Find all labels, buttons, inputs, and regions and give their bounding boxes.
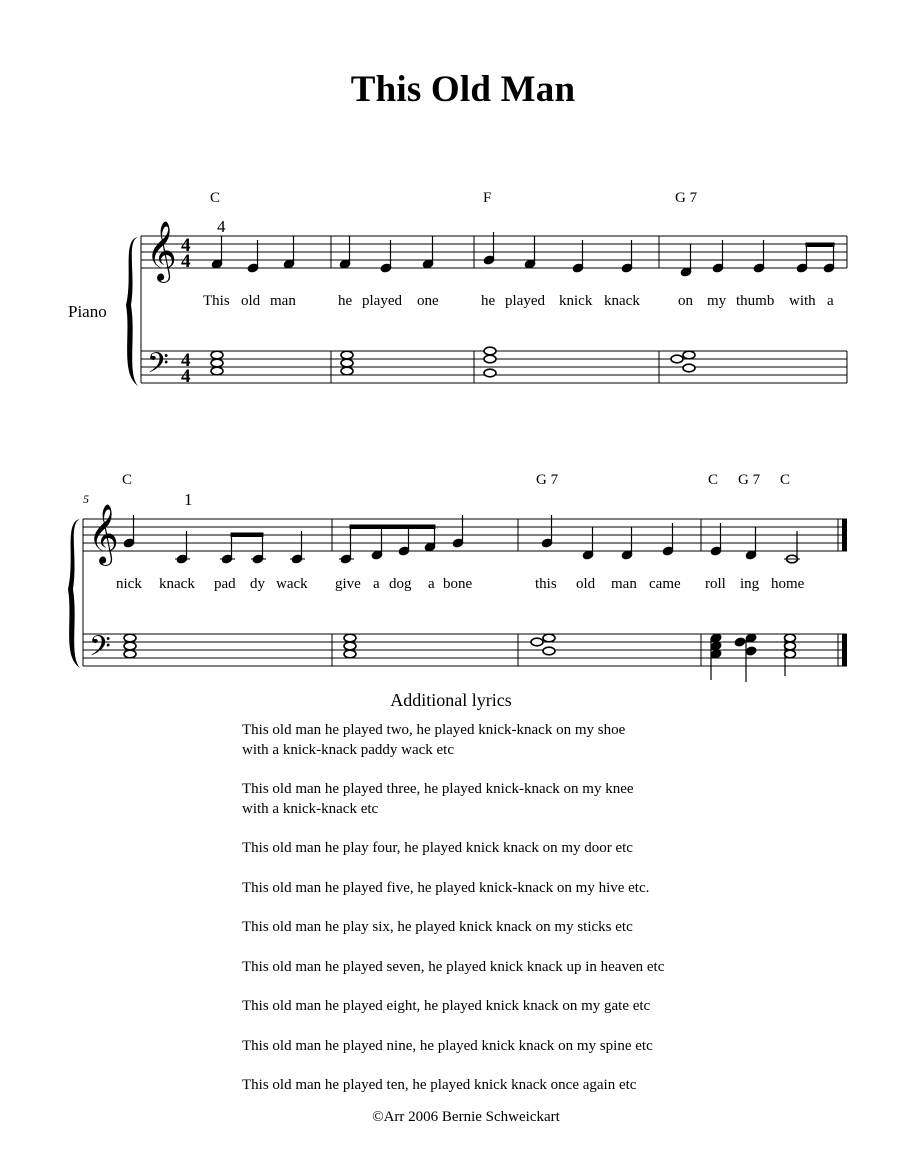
svg-text:nick: nick	[116, 576, 142, 592]
chord-symbol: F	[483, 190, 492, 206]
bass-chords-system-1	[211, 347, 695, 377]
svg-text:ing: ing	[740, 576, 760, 592]
svg-text:dy: dy	[250, 576, 265, 592]
verse-6	[242, 918, 862, 938]
verse-10	[242, 1076, 862, 1096]
final-barline	[842, 519, 847, 551]
verse-line: This old man he play four, he played knick knack on my door etc	[242, 840, 633, 856]
svg-text:roll: roll	[705, 576, 726, 592]
system-2	[68, 472, 847, 682]
svg-text:knack: knack	[159, 576, 195, 592]
verse-line: This old man he played three, he played knick-knack on my knee	[242, 781, 634, 797]
bass-staff-2	[83, 634, 847, 666]
chord-symbol: C	[122, 472, 133, 488]
svg-text:he: he	[481, 293, 496, 309]
copyright-notice: ©Arr 2006 Bernie Schweickart	[372, 1109, 560, 1125]
svg-text:knick: knick	[559, 293, 593, 309]
verse-3	[242, 780, 862, 819]
grand-staff-brace	[68, 519, 80, 668]
lyrics-system-2	[116, 576, 805, 592]
svg-text:came: came	[649, 576, 681, 592]
chord-symbol: G 7	[738, 472, 761, 488]
chord-symbol: C	[780, 472, 791, 488]
bass-half-chord	[785, 634, 796, 676]
fingering-number: 4	[217, 217, 226, 236]
svg-text:a: a	[827, 293, 834, 309]
verse-2	[242, 721, 862, 760]
verse-8	[242, 997, 862, 1017]
treble-clef-icon: 𝄞	[146, 223, 177, 280]
svg-text:thumb: thumb	[736, 293, 775, 309]
treble-notes-system-2	[123, 515, 757, 564]
svg-text:4: 4	[181, 366, 191, 387]
song-title: This Old Man	[350, 69, 576, 110]
verse-line: This old man he played nine, he played knick knack on my spine etc	[242, 1037, 653, 1054]
svg-text:wack: wack	[276, 576, 308, 592]
svg-text:old: old	[241, 293, 261, 309]
verse-line: This old man he played seven, he played knick knack up in heaven etc	[242, 958, 665, 975]
svg-text:man: man	[611, 576, 637, 592]
bass-quarter-chords	[710, 633, 757, 682]
svg-text:4: 4	[181, 251, 191, 272]
svg-text:my: my	[707, 293, 727, 309]
svg-text:a: a	[428, 576, 435, 592]
bass-chords-system-2	[124, 634, 555, 658]
svg-text:man: man	[270, 293, 296, 309]
svg-text:he: he	[338, 293, 353, 309]
chord-symbol: G 7	[536, 472, 559, 488]
verse-line: This old man he played ten, he played knick knack once again etc	[242, 1077, 637, 1093]
verse-line: This old man he played eight, he played knick knack on my gate etc	[242, 998, 651, 1014]
verse-line: with a knick-knack paddy wack etc	[242, 741, 454, 758]
svg-text:old: old	[576, 576, 596, 592]
svg-text:with: with	[789, 293, 816, 309]
svg-text:one: one	[417, 293, 439, 309]
svg-text:home: home	[771, 576, 805, 592]
additional-lyrics-heading: Additional lyrics	[390, 690, 512, 710]
svg-text:give: give	[335, 576, 361, 592]
measure-number: 5	[83, 492, 89, 506]
fingering-number: 1	[184, 490, 193, 509]
svg-text:4: 4	[181, 235, 191, 256]
final-barline	[842, 634, 847, 666]
svg-text:dog: dog	[389, 576, 412, 592]
svg-text:pad: pad	[214, 576, 236, 592]
svg-text:bone: bone	[443, 576, 473, 592]
lyrics-system-1	[203, 293, 834, 309]
chord-symbol: C	[708, 472, 719, 488]
verse-4	[242, 839, 862, 859]
svg-text:on: on	[678, 293, 693, 309]
verse-line: This old man he played two, he played knick-knack on my shoe	[242, 722, 626, 738]
verse-line: with a knick-knack etc	[242, 800, 379, 817]
half-note	[784, 531, 800, 563]
time-signature-bass	[181, 350, 191, 387]
svg-text:This: This	[203, 293, 230, 309]
system-1	[68, 190, 847, 387]
instrument-label: Piano	[68, 302, 107, 321]
verse-9	[242, 1037, 862, 1057]
treble-clef-icon: 𝄞	[88, 506, 119, 563]
treble-notes-system-1	[211, 232, 835, 277]
chord-symbol: C	[210, 190, 221, 206]
verse-line: This old man he play six, he played knick knack on my sticks etc	[242, 919, 633, 935]
verse-line: This old man he played five, he played knick-knack on my hive etc.	[242, 879, 650, 896]
svg-text:played: played	[362, 293, 402, 309]
additional-lyrics-verses	[242, 721, 862, 1116]
chord-symbol: G 7	[675, 190, 698, 206]
svg-text:knack: knack	[604, 293, 640, 309]
treble-staff-2	[83, 519, 847, 551]
verse-7	[242, 958, 862, 978]
svg-text:a: a	[373, 576, 380, 592]
grand-staff-brace	[126, 237, 138, 386]
time-signature-treble	[181, 235, 191, 272]
svg-text:played: played	[505, 293, 545, 309]
bass-clef-icon: 𝄢	[89, 632, 111, 669]
bass-clef-icon: 𝄢	[147, 349, 169, 386]
verse-5	[242, 879, 862, 899]
svg-text:4: 4	[181, 350, 191, 371]
svg-text:this: this	[535, 576, 557, 592]
